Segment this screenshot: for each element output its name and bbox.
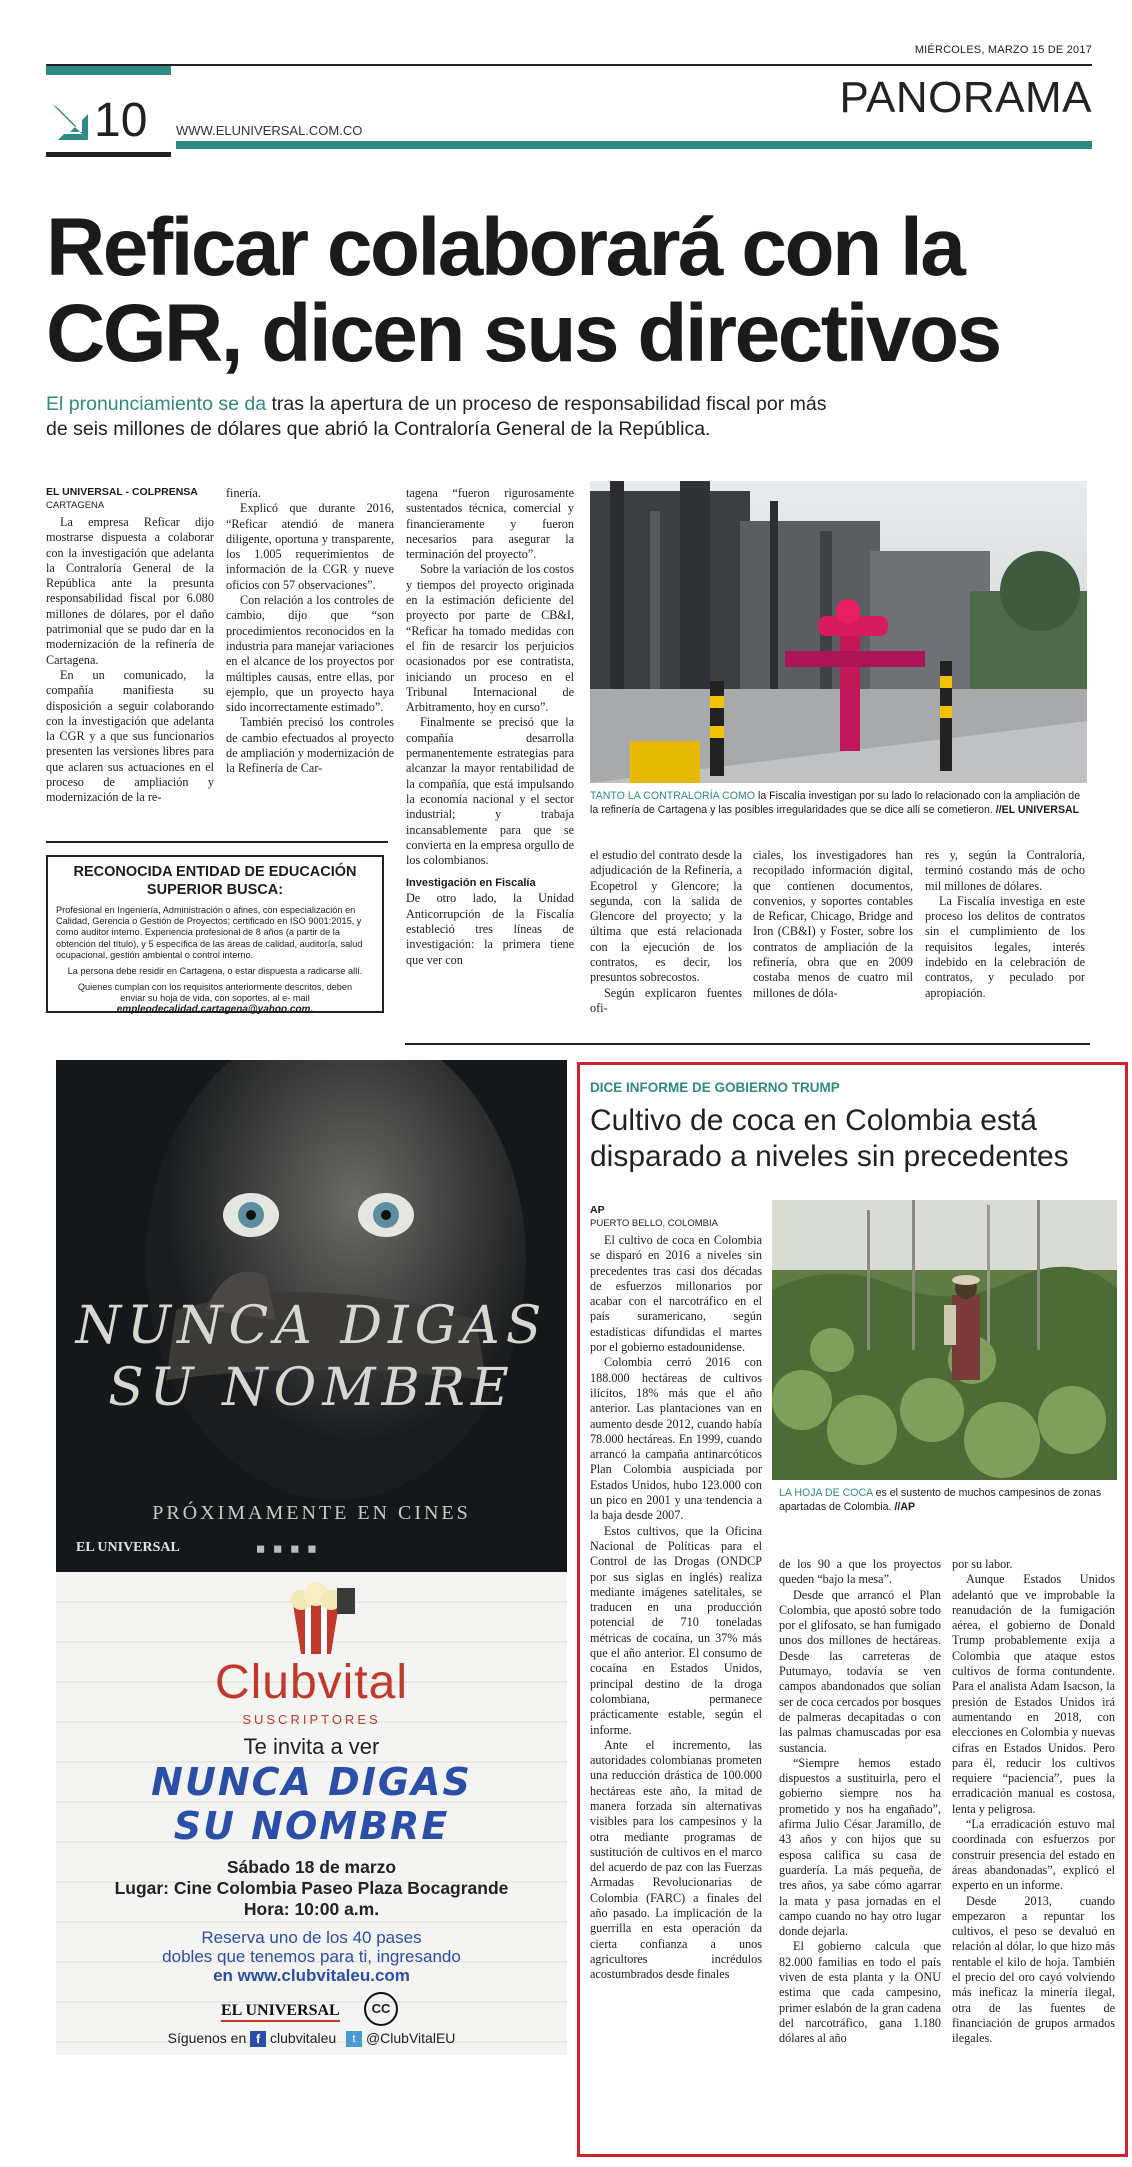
- classified-note: La persona debe residir en Cartagena, o estar dispuesta a radicarse allí.: [67, 966, 363, 977]
- caption-lead: TANTO LA CONTRALORÍA COMO: [590, 790, 756, 802]
- paragraph-continued: ciales, los investigadores han recopilado información digital, que contienen documentos, convenios, y soportes contables de Reficar, Chicago, Bridge and Iron (CB&I) y Foster, sobre los contratos de ampliación de la refinería, obra que en 2009 costaba menos de cuatro mil millones de dóla-: [753, 848, 913, 1000]
- paragraph-continued: el estudio del contrato desde la adjudicación de la Refinería, a Ecopetrol y Glencore; la segunda, con la salida de Glencore del proyecto; y la última que está relacionada con la ejecución de los contratos, es decir, los presuntos sobrecostos.: [590, 848, 742, 985]
- invite-movie-line-1: NUNCA DIGAS: [151, 1760, 472, 1804]
- paragraph: Con relación a los controles de cambio, dijo que “son procedimientos reconocidos en la industria para manejar variaciones en el alcance de los proyectos por múltiples causas, entre ellas, por ejemplo, que un proyecto haya sido incorrectamente estimado”.: [226, 593, 394, 715]
- headline-line-1: Reficar colaborará con la: [46, 202, 964, 293]
- main-deck: [46, 392, 1086, 442]
- main-col-3: [406, 486, 574, 968]
- coca-byline: AP: [590, 1204, 605, 1216]
- deck-line-2: de seis millones de dólares que abrió la Contraloría General de la República.: [46, 418, 711, 440]
- twitter-icon[interactable]: t: [346, 2031, 362, 2047]
- social-follow: [56, 2030, 567, 2047]
- main-col-4: [590, 848, 742, 1016]
- coca-col-2: [779, 1557, 941, 2047]
- paragraph: El gobierno calcula que 82.000 familias en todo el país viven de esta planta y la ONU estima que cada campesino, primer eslabón de la gran cadena del narcotráfico, gana 1.180 dólares al año: [779, 1939, 941, 2046]
- paragraph-continued: tagena “fueron rigurosamente sustentados técnica, comercial y financieramente y fueron necesarios para asegurar la terminación del proyecto”.: [406, 486, 574, 562]
- col-divider-rule: [46, 841, 388, 843]
- social-icons: ◼◼◼◼: [256, 1543, 325, 1555]
- coca-headline: [590, 1103, 1110, 1175]
- deck-lead: El pronunciamiento se da: [46, 393, 267, 415]
- deck-rest: tras la apertura de un proceso de responsabilidad fiscal por más: [271, 393, 827, 415]
- refinery-photo: [590, 481, 1087, 783]
- clubvital-logo: Clubvital: [214, 1656, 409, 1709]
- facebook-handle[interactable]: clubvitaleu: [270, 2030, 337, 2046]
- movie-tagline: PRÓXIMAMENTE EN CINES: [152, 1502, 471, 1524]
- paragraph: Estos cultivos, que la Oficina Nacional de Políticas para el Control de las Drogas (ONDCP por sus siglas en inglés) realiza mediante imágenes satelitales, se traducen en una producción potencial de 710 toneladas métricas de cocaína, un 37% más que el año anterior. El consumo de cocaína en Estados Unidos, principal destino de la droga colombiana, permanece prácticamente estable, según el informe.: [590, 1523, 762, 1737]
- paragraph: La Fiscalía investiga en este proceso los delitos de contratos sin el cumplimiento de los requisitos legales, interés indebido en la celebración de contratos, y peculado por apropiación.: [925, 893, 1085, 1000]
- invite-text: Te invita a ver: [243, 1734, 380, 1759]
- reserve-line-3[interactable]: en www.clubvitaleu.com: [213, 1966, 410, 1985]
- paragraph: “Siempre hemos estado dispuestos a sustituirla, pero el gobierno siempre nos ha prometido y nos ha engañado”, afirma Julio César Jaramillo, de 43 años y con hijos que su esposa califica su casa de guardería. La más pequeña, de tres años, ya sabe cómo agarrar la mata y pasa jornadas en el campo cuando no hay otro lugar donde dejarla.: [779, 1755, 941, 1939]
- event-place: Lugar: Cine Colombia Paseo Plaza Bocagrande: [114, 1878, 509, 1898]
- page-number-block: [46, 66, 171, 158]
- paragraph: Desde 2013, cuando empezaron a repuntar los cultivos, el peso se devaluó en relación al dólar, lo que hizo más rentable el kilo de hoja. También el precio del oro cayó volviendo más ineficaz la minería ilegal, otra de las fuentes de financiación de grupos armados ilegales.: [952, 1893, 1115, 2046]
- clubvital-sub: SUSCRIPTORES: [242, 1712, 381, 1727]
- main-col-6: [925, 848, 1085, 1001]
- header-top-rule: [46, 64, 1092, 66]
- reserve-line-2: dobles que tenemos para ti, ingresando: [162, 1947, 461, 1966]
- teal-bar: [46, 66, 171, 75]
- paragraph: En un comunicado, la compañía manifiesta su disposición a seguir colaborando con la investigación que adelanta la CGR y a que sus funcionarios presenten las versiones libres para que aclaren sus actuaciones en el proceso de ampliación y modernización de la re-: [46, 667, 214, 805]
- coca-dateline: PUERTO BELLO, COLOMBIA: [590, 1218, 718, 1229]
- paragraph-continued: de los 90 a que los proyectos queden “bajo la mesa”.: [779, 1557, 941, 1587]
- paragraph-continued: por su labor.: [952, 1557, 1013, 1571]
- cc-logo: CC: [364, 1992, 398, 2026]
- paragraph-continued: res y, según la Contraloría, terminó costando más de ocho mil millones de dólares.: [925, 848, 1085, 893]
- paragraph: Aunque Estados Unidos adelantó que ve improbable la reanudación de la fumigación aérea, el gobierno de Donald Trump probablemente exija a Colombia que ataque estos cultivos de forma contundente. Para el analista Adam Isacson, la presión de Estados Unidos irá aumentando en 2018, con elecciones en Colombia y nuevas cifras en Estados Unidos. Pero para él, reducir los cultivos requiere “paciencia”, pues la erradicación manual es costosa, lenta y peligrosa.: [952, 1572, 1115, 1816]
- coca-col-3: [952, 1557, 1115, 2047]
- paragraph: Ante el incremento, las autoridades colombianas prometen una reducción drástica de 100.000 hectáreas este año, la mitad de manera forzada sin alternativas visibles para los campesinos y la otra mediante programas de sustitución de cultivos en el marco del acuerdo de paz con las Fuerzas Armadas Revolucionarias de Colombia (FARC) a finales del año pasado. La implicación de la guerrilla en esta operación da cierta confianza a unos agricultores incrédulos acostumbrados desde finales: [590, 1737, 762, 1982]
- page-number-underline: [46, 152, 171, 157]
- paragraph: Explicó que durante 2016, “Reficar atendió de manera diligente, oportuna y transparente, los 1.005 requerimientos de información de la CGR y nueve oficios con 57 observaciones”.: [226, 501, 394, 592]
- section-title: PANORAMA: [839, 73, 1092, 122]
- event-date: Sábado 18 de marzo: [226, 1857, 397, 1877]
- subhead: Investigación en Fiscalía: [406, 877, 536, 890]
- invite-movie-title: [56, 1760, 567, 1848]
- paragraph: “La erradicación estuvo mal coordinada con esfuerzos por construir presencia del estado en áreas abandonadas”, explicó el experto en un informe.: [952, 1817, 1115, 1893]
- coca-photo: [772, 1200, 1117, 1480]
- main-col-2: [226, 486, 394, 777]
- paragraph: La empresa Reficar dijo mostrarse dispuesta a colaborar con la investigación que adelanta la Contraloría General de la República ante la presunta responsabilidad fiscal por 6.080 millones de dólares, por el daño patrimonial que se pudo dar en la modernización de la refinería de Cartagena.: [46, 515, 214, 667]
- movie-ad: [56, 1060, 567, 1572]
- event-details: [56, 1857, 567, 1920]
- caption-credit: //EL UNIVERSAL: [995, 804, 1080, 816]
- byline: EL UNIVERSAL - COLPRENSA: [46, 486, 198, 498]
- coca-caption-lead: LA HOJA DE COCA: [779, 1487, 873, 1499]
- coca-caption: [779, 1486, 1114, 1514]
- refinery-caption: [590, 789, 1090, 817]
- classified-body: Profesional en Ingeniería, Administración o afines, con especialización en Calidad, Gerencia o Gestión de Proyectos; certificado en ISO 9001:2015, y como auditor interno. Experiencia profesional de 8 años (a partir de la obtención del título), y 5 específica de las áreas de calidad, auditoría, salud ocupacional, gestión ambiental o control interno.: [56, 905, 363, 960]
- paragraph: El cultivo de coca en Colombia se disparó en 2016 a niveles sin precedentes tras casi dos décadas de esfuerzos millonarios por acabar con el narcotráfico en el país suramericano, según estadísticas difundidas el martes por el gobierno estadounidense.: [590, 1233, 762, 1355]
- follow-label: Síguenos en: [167, 2030, 247, 2046]
- website-link[interactable]: WWW.ELUNIVERSAL.COM.CO: [176, 123, 363, 138]
- header-bottom-rule: [176, 141, 1092, 149]
- arrow-icon: [48, 100, 92, 144]
- coca-headline-line-1: Cultivo de coca en Colombia está: [590, 1104, 1037, 1137]
- paragraph: Finalmente se precisó que la compañía desarrolla permanentemente estrategias para alcanzar la mayor rentabilidad de la compañía, que está impulsando la economía nacional y el sector industrial; y trabaja incansablemente para que se convierta en la empresa orgullo de los colombianos.: [406, 715, 574, 868]
- paragraph: Según explicaron fuentes ofi-: [590, 985, 742, 1015]
- coca-col-1: [590, 1204, 762, 1983]
- paragraph: Sobre la variación de los costos y tiempos del proyecto originada en la estimación deficiente del proyecto por parte de CB&I, “Reficar ha tomado medidas con el fin de resarcir los perjuicios ocasionados por ese contratista, iniciando un proceso en el Tribunal Internacional de Arbitramento, hoy en curso”.: [406, 562, 574, 715]
- section-divider-rule: [405, 1043, 1090, 1045]
- coca-kicker: DICE INFORME DE GOBIERNO TRUMP: [590, 1080, 840, 1095]
- movie-title-line-2: SU NOMBRE: [108, 1358, 515, 1418]
- coca-headline-line-2: disparado a niveles sin precedentes: [590, 1140, 1069, 1173]
- facebook-icon[interactable]: f: [250, 2031, 266, 2047]
- reserve-line-1: Reserva uno de los 40 pases: [201, 1928, 422, 1947]
- classified-title: RECONOCIDA ENTIDAD DE EDUCACIÓN SUPERIOR BUSCA:: [73, 864, 357, 898]
- paragraph: Desde que arrancó el Plan Colombia, que apostó sobre todo por el glifosato, se han fumigado unos dos millones de hectáreas. Desde las carreteras de Putumayo, todavía se ven campos abandonados que solían ser de coca cercados por bosques de palmeras decapitadas o con las palmas chamuscadas por esa sustancia.: [779, 1587, 941, 1755]
- reserve-text: [56, 1928, 567, 1985]
- paragraph-continued: finería.: [226, 486, 261, 500]
- movie-title-line-1: NUNCA DIGAS: [75, 1296, 548, 1356]
- dateline: CARTAGENA: [46, 500, 105, 511]
- paragraph: Colombia cerró 2016 con 188.000 hectáreas de cultivos ilícitos, 18% más que el año anterior. Las plantaciones van en aumento desde 2012, cuando había 78.000 hectáreas. En 1999, cuando arrancó la campaña antinarcóticos Plan Colombia auspiciada por Estados Unidos, hubo 123.000 con un pico en 2001 y una tendencia a la baja desde 2007.: [590, 1355, 762, 1523]
- main-headline: [46, 202, 1000, 379]
- issue-date: MIÉRCOLES, MARZO 15 DE 2017: [914, 44, 1092, 56]
- movie-title: [56, 1295, 567, 1419]
- twitter-handle[interactable]: @ClubVitalEU: [365, 2030, 456, 2046]
- classified-email[interactable]: empleodecalidad.cartagena@yahoo.com.: [116, 1004, 314, 1016]
- headline-line-2: CGR, dicen sus directivos: [46, 288, 1000, 379]
- popcorn-icon: [271, 1578, 361, 1656]
- movie-ad-brand: EL UNIVERSAL: [76, 1540, 180, 1555]
- event-time: Hora: 10:00 a.m.: [243, 1899, 380, 1919]
- coca-caption-credit: //AP: [894, 1501, 916, 1513]
- main-col-5: [753, 848, 913, 1001]
- classified-ad: [46, 855, 384, 1016]
- coca-caption-text: es el sustento de muchos campesinos de zonas apartadas de Colombia.: [779, 1487, 1102, 1513]
- paragraph: También precisó los controles de cambio efectuados al proyecto de ampliación y modernización de la Refinería de Car-: [226, 715, 394, 776]
- page-number: 10: [94, 94, 148, 147]
- clubvital-ad: [56, 1572, 567, 2055]
- caption-text: la Fiscalía investigan por su lado lo relacionado con la ampliación de la refinería de Cartagena y las posibles irregularidades que se dice allí se cometieron.: [590, 790, 1081, 816]
- classified-contact: Quienes cumplan con los requisitos anteriormente descritos, deben enviar su hoja de vida, con soportes, al e- mail: [77, 982, 353, 1004]
- main-col-1: [46, 486, 214, 806]
- paragraph: De otro lado, la Unidad Anticorrupción de la Fiscalía estableció tres líneas de investigación: la primera tiene que ver con: [406, 891, 574, 967]
- club-footer-brand: EL UNIVERSAL: [221, 2002, 340, 2022]
- invite-movie-line-2: SU NOMBRE: [173, 1804, 450, 1848]
